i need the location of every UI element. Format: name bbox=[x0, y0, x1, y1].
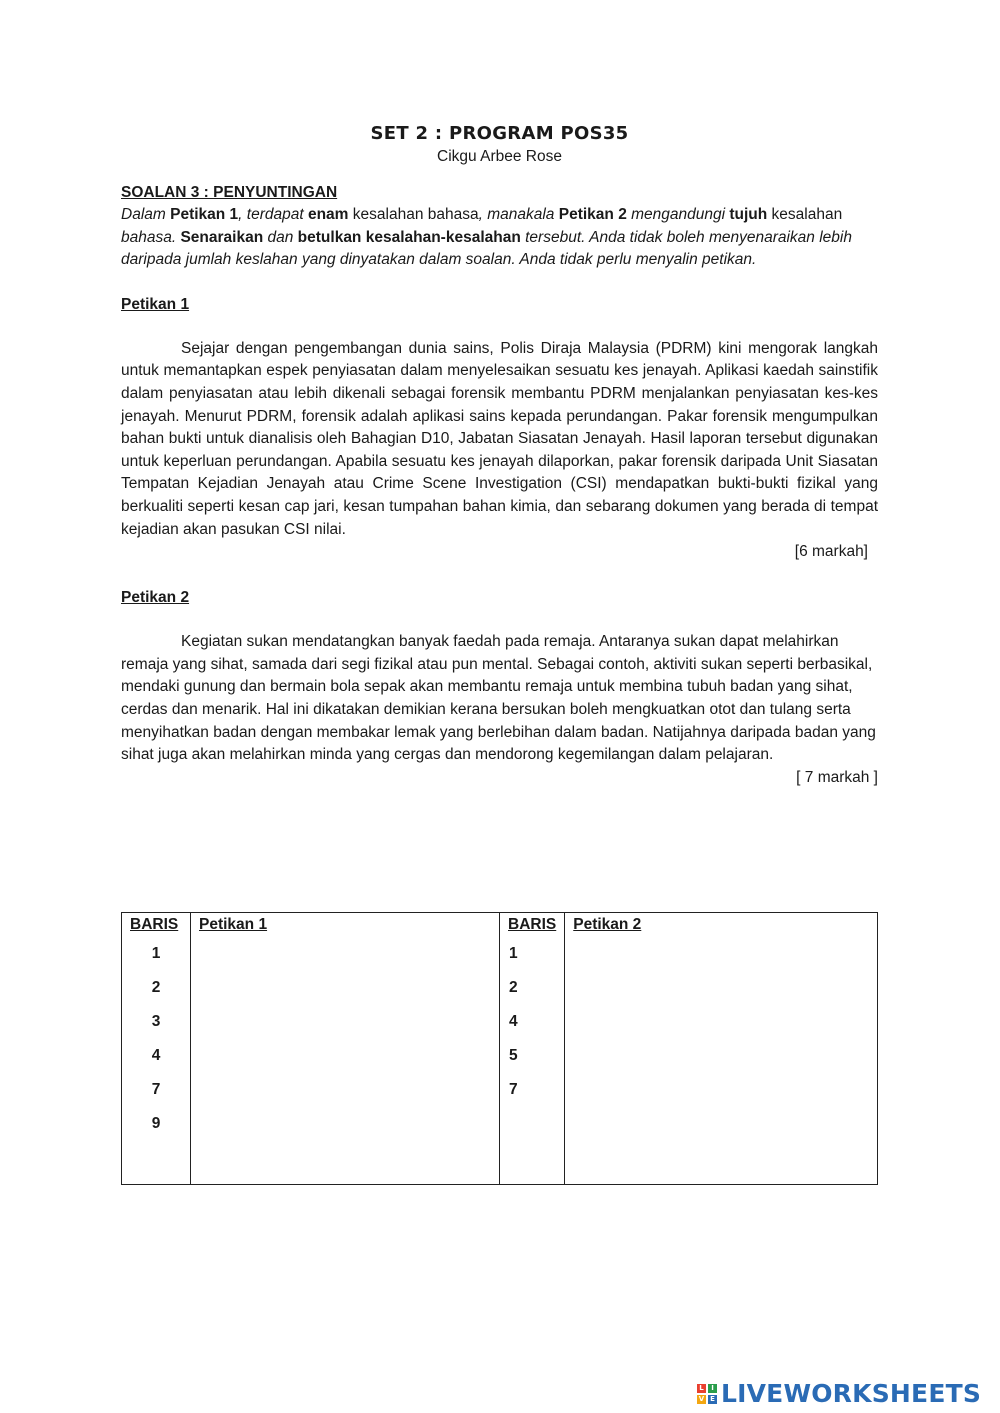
answer-table bbox=[121, 912, 878, 1185]
petikan2-answer-column[interactable] bbox=[565, 913, 878, 1185]
liveworksheets-logo[interactable] bbox=[697, 1379, 981, 1409]
logo-square: I bbox=[708, 1384, 717, 1393]
baris-column-1 bbox=[122, 913, 191, 1185]
line-number: 4 bbox=[509, 1013, 518, 1030]
baris-header-2: BARIS bbox=[508, 916, 557, 933]
line-number: 2 bbox=[509, 979, 518, 996]
logo-square: L bbox=[697, 1384, 706, 1393]
line-number: 5 bbox=[509, 1047, 518, 1064]
petikan1-answer-header: Petikan 1 bbox=[199, 916, 268, 933]
petikan2-text: Kegiatan sukan mendatangkan banyak faedah pada remaja. Antaranya sukan dapat melahirkan remaja yang sihat, samada dari segi fizikal atau pun mental. Sebagai contoh, aktiviti sukan seperti berbasikal, mendaki gunung dan bermain bola sepak akan membantu remaja untuk membina tubuh badan yang sihat, cerdas dan menarik. Hal ini dikatakan demikian kerana bersukan boleh mengkuatkan otot dan tulang serta menyihatkan badan dengan membakar lemak yang berlebihan dalam badan. Natijahnya daripada badan yang sihat juga akan melahirkan minda yang cergas dan mendorong kegemilangan dalam pelajaran. bbox=[121, 633, 876, 764]
question-instruction: Dalam Petikan 1, terdapat enam kesalahan bahasa, manakala Petikan 2 mengandungi tujuh kesalahan bahasa. Senaraikan dan betulkan kesalahan-kesalahan tersebut. Anda tidak boleh menyenaraikan lebih daripada jumlah keslahan yang dinyatakan dalam soalan. Anda tidak perlu menyalin petikan. bbox=[121, 206, 852, 269]
logo-text: LIVEWORKSHEETS bbox=[721, 1379, 982, 1408]
line-number: 1 bbox=[509, 945, 518, 962]
line-number: 7 bbox=[509, 1081, 518, 1098]
line-number: 1 bbox=[151, 945, 161, 962]
petikan1-answer-column[interactable] bbox=[191, 913, 500, 1185]
line-number: 2 bbox=[151, 979, 161, 996]
petikan2-marks: [ 7 markah ] bbox=[796, 768, 878, 786]
page-title: SET 2 : PROGRAM POS35 bbox=[370, 123, 629, 144]
baris-header-1: BARIS bbox=[130, 916, 179, 933]
petikan1-heading: Petikan 1 bbox=[121, 295, 190, 313]
line-number: 3 bbox=[151, 1013, 161, 1030]
question-heading: SOALAN 3 : PENYUNTINGAN bbox=[121, 184, 338, 201]
petikan2-answer-header: Petikan 2 bbox=[573, 916, 642, 933]
logo-square: V bbox=[698, 1395, 705, 1403]
petikan1-line-numbers bbox=[122, 937, 190, 1141]
baris-column-2 bbox=[500, 913, 565, 1185]
petikan2-heading: Petikan 2 bbox=[121, 589, 190, 607]
author-name: Cikgu Arbee Rose bbox=[437, 148, 562, 165]
petikan2-line-numbers bbox=[500, 937, 564, 1107]
line-number: 7 bbox=[151, 1081, 161, 1098]
petikan1-marks: [6 markah] bbox=[794, 543, 868, 561]
line-number: 9 bbox=[151, 1115, 161, 1132]
logo-square: E bbox=[708, 1395, 717, 1404]
worksheet-page bbox=[121, 122, 878, 789]
petikan1-text: Sejajar dengan pengembangan dunia sains, Polis Diraja Malaysia (PDRM) kini mengorak langkah untuk memantapkan espek penyiasatan dalam menyelesaikan sesuatu kes jenayah. Aplikasi kaedah sainstifik dalam penyiasatan atau lebih dikenali sebagai forensik membantu PDRM menjalankan penyiasatan kes-kes jenayah. Menurut PDRM, forensik adalah aplikasi sains kepada perundangan. Pakar forensik mengumpulkan bahan bukti untuk dianalisis oleh Bahagian D10, Jabatan Siasatan Jenayah. Hasil laporan tersebut digunakan untuk keperluan perundangan. Apabila sesuatu kes jenayah dilaporkan, pakar forensik daripada Unit Siasatan Tempatan Kejadian Jenayah atau Crime Scene Investigation (CSI) mendapatkan bukti-bukti fizikal yang berkualiti seperti kesan cap jari, kesan tumpahan bahan kimia, dan sebarang dokumen yang berada di tempat kejadian akan pasukan CSI nilai. bbox=[121, 339, 878, 538]
line-number: 4 bbox=[151, 1047, 161, 1064]
logo-mark-icon bbox=[697, 1384, 717, 1404]
